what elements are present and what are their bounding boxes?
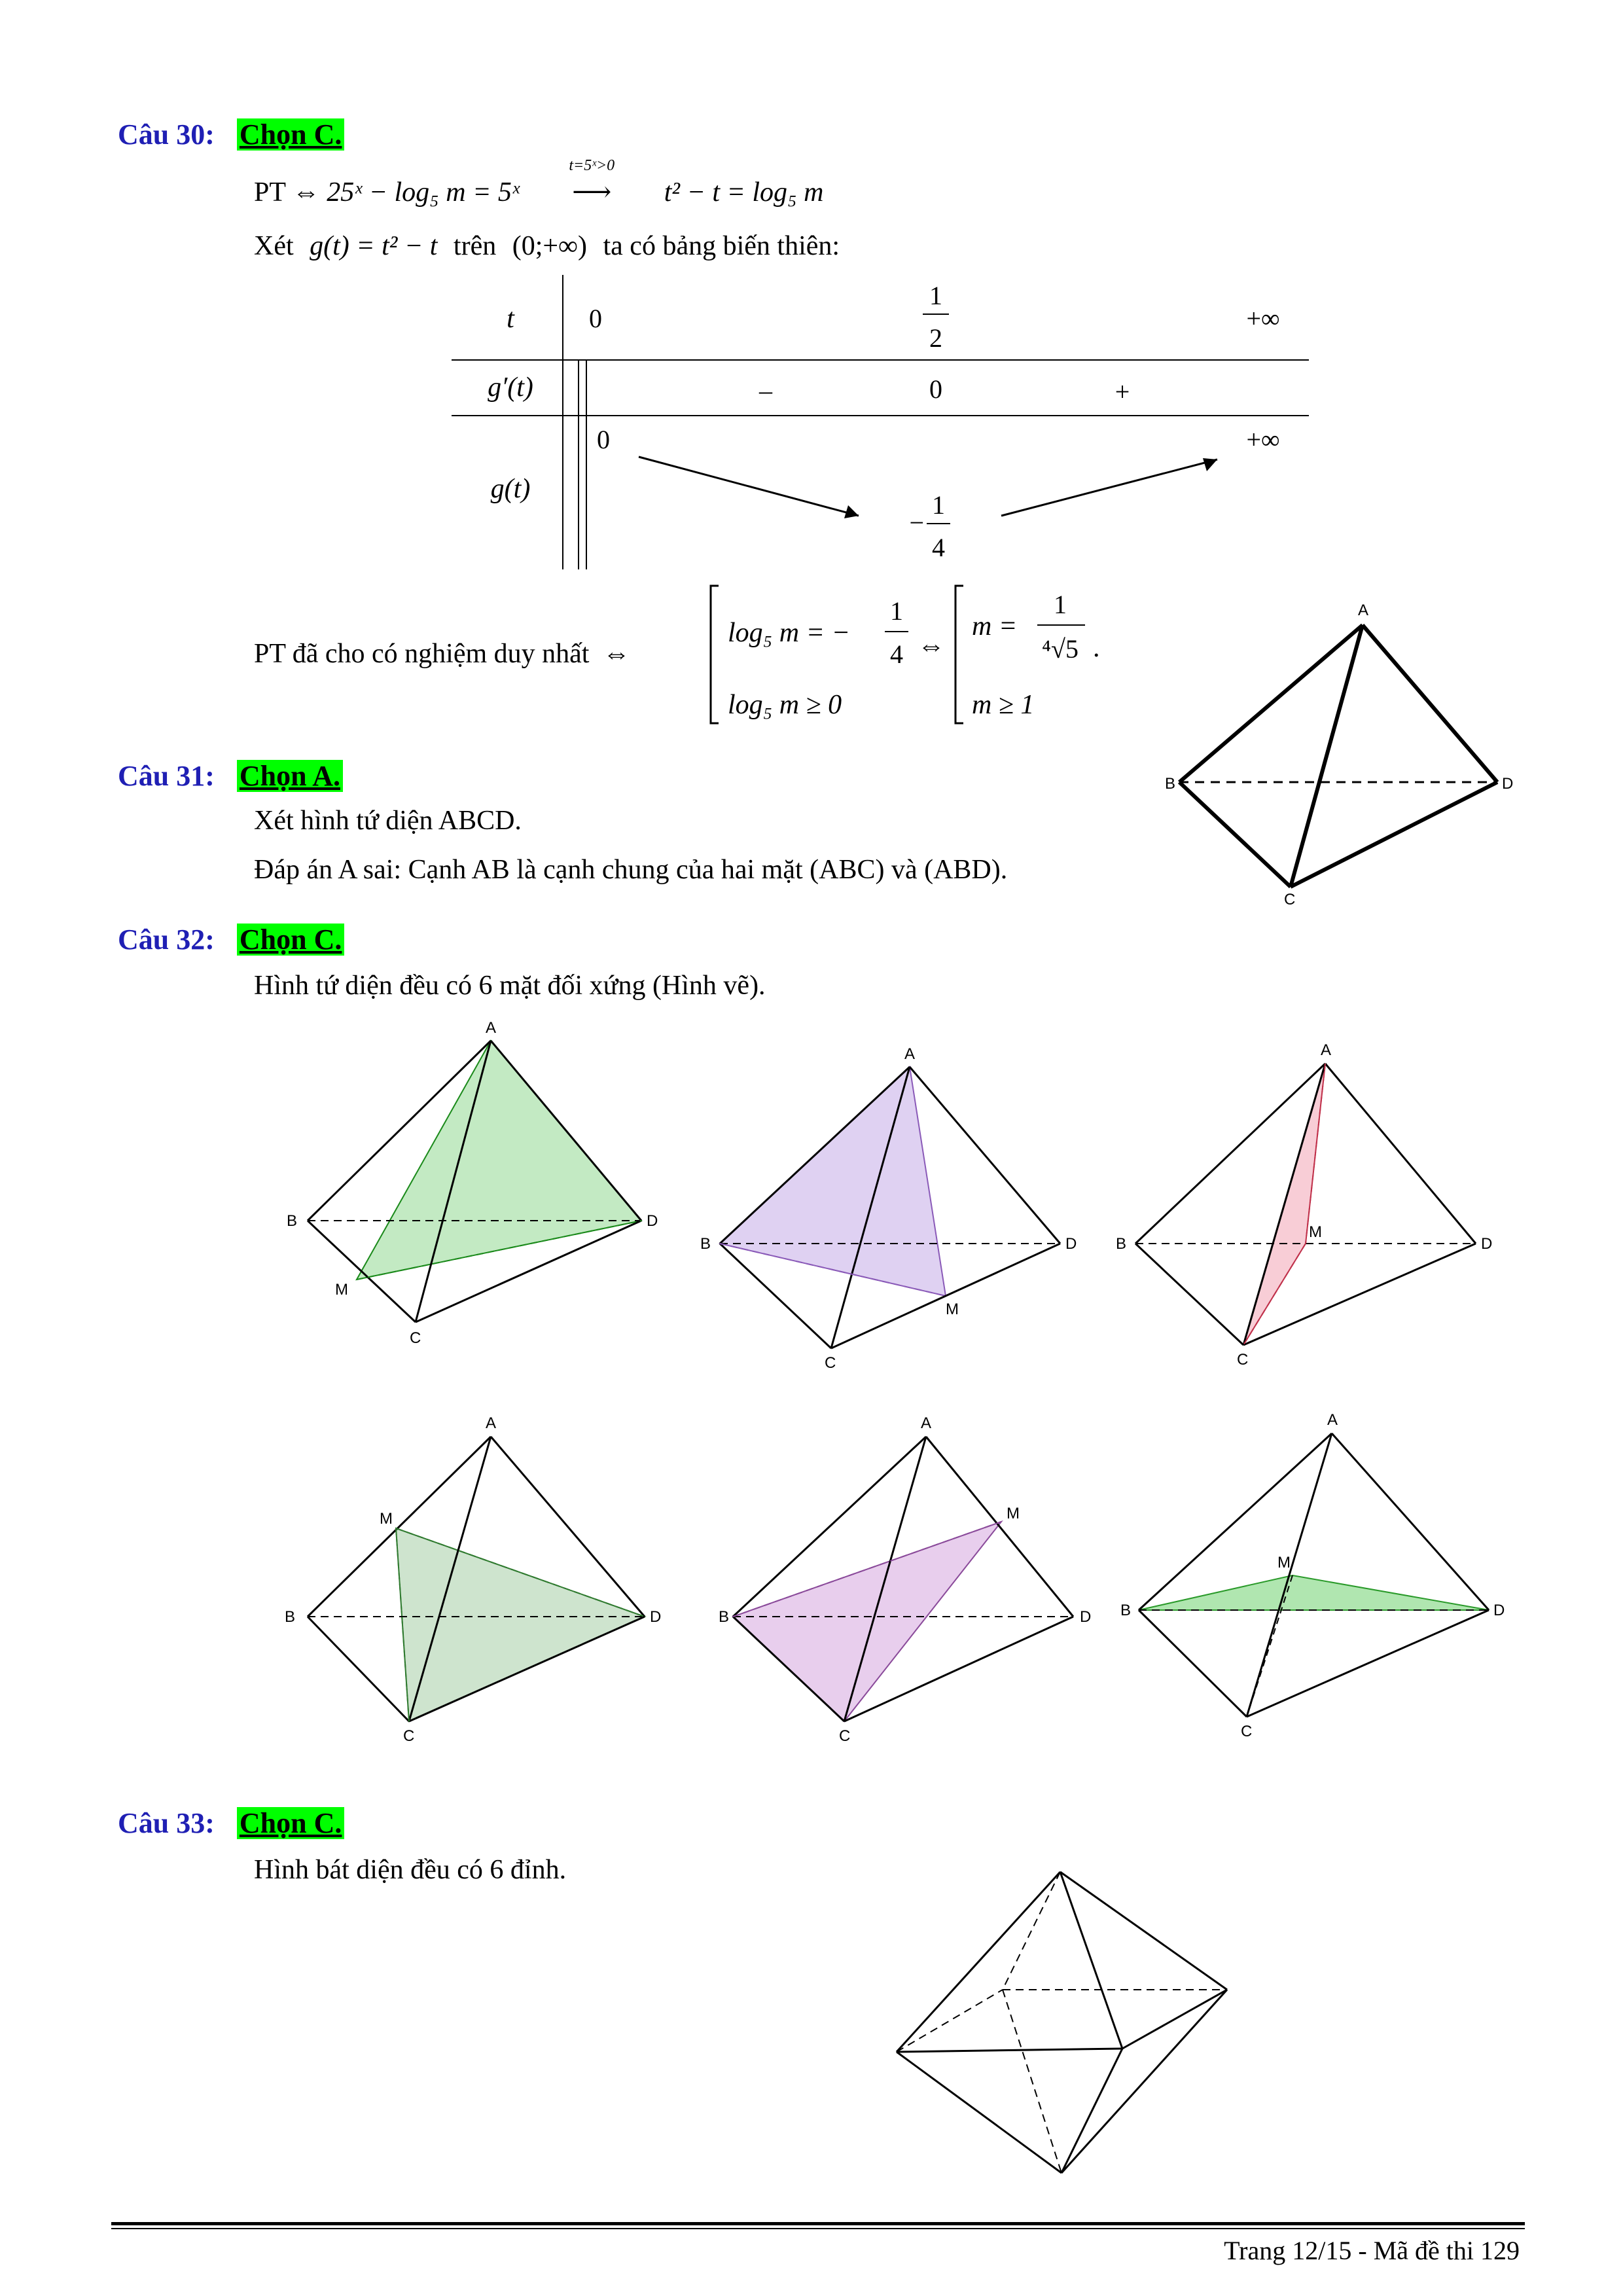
q31-vertex-d: D	[1502, 775, 1514, 793]
table-sign-neg: –	[759, 376, 772, 405]
q31-line2: Đáp án A sai: Cạnh AB là cạnh chung của hai mặt (ABC) và (ABD).	[254, 855, 1008, 885]
table-g-start: 0	[597, 425, 610, 454]
vertex-m-label: M	[380, 1510, 393, 1528]
table-g-end: +∞	[1246, 425, 1280, 454]
sys1-b: log₅ m ≥ 0	[728, 690, 842, 720]
q30-arrow-cond: t=5ˣ>0	[569, 157, 615, 174]
vertex-c-label: C	[839, 1727, 851, 1745]
sys-period: .	[1093, 633, 1100, 663]
arrow-up-icon	[1203, 458, 1217, 471]
equivalence-icon: ⇔	[602, 639, 630, 669]
vertex-d-label: D	[1080, 1608, 1092, 1626]
sys1-den: 4	[890, 639, 903, 669]
table-t-mid-den: 2	[929, 323, 942, 353]
q30-conclusion: PT đã cho có nghiệm duy nhất	[254, 639, 590, 669]
vertex-m-label: M	[335, 1281, 348, 1299]
q32-figure-1	[281, 1014, 674, 1348]
vertex-c-label: C	[410, 1329, 421, 1347]
sys2-a: m =	[972, 611, 1018, 641]
q30-line1-result: t² − t = log₅ m	[664, 177, 824, 207]
vertex-m-label: M	[946, 1300, 959, 1318]
q32-line1: Hình tứ diện đều có 6 mặt đối xứng (Hình vẽ).	[254, 971, 766, 1001]
q31-header	[118, 759, 343, 793]
q30-line2-a: Xét	[254, 231, 294, 261]
vertex-b-label: B	[1120, 1602, 1132, 1619]
q30-system	[707, 579, 1126, 730]
q32-answer: Chọn C.	[237, 924, 345, 956]
vertex-a-label: A	[921, 1414, 932, 1432]
vertex-a-label: A	[1321, 1041, 1332, 1059]
vertex-c-label: C	[1241, 1723, 1253, 1740]
arrow-down-icon	[844, 505, 859, 518]
vertex-d-label: D	[647, 1212, 658, 1230]
vertex-d-label: D	[1065, 1235, 1077, 1253]
table-t-end: +∞	[1246, 304, 1280, 333]
vertex-c-label: C	[825, 1354, 836, 1372]
q31-label: Câu 31:	[118, 760, 215, 792]
table-g-min-num: 1	[932, 490, 945, 520]
sys1-a: log₅ m = −	[728, 618, 850, 648]
q30-answer: Chọn C.	[237, 118, 345, 151]
q31-vertex-c: C	[1284, 891, 1296, 908]
q30-label: Câu 30:	[118, 118, 215, 151]
vertex-a-label: A	[1327, 1411, 1338, 1429]
vertex-c-label: C	[1237, 1351, 1249, 1369]
q31-tetrahedron-figure	[1165, 596, 1531, 910]
vertex-b-label: B	[287, 1212, 298, 1230]
vertex-b-label: B	[285, 1608, 296, 1626]
sys1-num: 1	[890, 596, 903, 626]
vertex-a-label: A	[904, 1045, 916, 1063]
sys2-den: ⁴√5	[1042, 634, 1079, 664]
q32-label: Câu 32:	[118, 924, 215, 956]
q30-line2-b: trên	[453, 231, 497, 261]
vertex-d-label: D	[1481, 1235, 1493, 1253]
q33-octahedron-figure	[883, 1859, 1250, 2186]
footer-rule-thin	[111, 2228, 1525, 2229]
table-row-t: t	[507, 304, 514, 334]
equivalence-icon: ⇔	[918, 631, 945, 661]
q32-figure-4	[281, 1407, 674, 1748]
q30-line2-c: ta có bảng biến thiên:	[603, 231, 840, 261]
variation-table	[452, 275, 1322, 576]
vertex-a-label: A	[486, 1414, 497, 1432]
table-t-start: 0	[589, 304, 602, 333]
sys2-b: m ≥ 1	[972, 690, 1035, 720]
vertex-d-label: D	[1493, 1602, 1505, 1619]
table-t-mid-num: 1	[929, 281, 942, 310]
vertex-m-label: M	[1007, 1505, 1020, 1522]
table-row-gp: g′(t)	[488, 372, 533, 403]
equivalence-icon: ⇔	[292, 177, 320, 207]
q32-figure-3	[1106, 1028, 1499, 1368]
q30-line2	[254, 230, 840, 262]
page-footer: Trang 12/15 - Mã đề thi 129	[1224, 2236, 1520, 2265]
vertex-b-label: B	[700, 1235, 711, 1253]
q30-line2-func: g(t) = t² − t	[310, 231, 438, 261]
footer-rule	[111, 2222, 1525, 2225]
table-row-g: g(t)	[490, 474, 531, 504]
table-g-min-sign: −	[909, 508, 924, 537]
q33-answer: Chọn C.	[237, 1807, 345, 1839]
q31-answer: Chọn A.	[237, 760, 343, 792]
q31-vertex-b: B	[1165, 775, 1176, 793]
table-sign-zero: 0	[929, 374, 942, 404]
implies-arrow: t=5ˣ>0 ⟶	[526, 175, 657, 208]
q32-figure-6	[1106, 1404, 1512, 1748]
vertex-b-label: B	[719, 1608, 730, 1626]
q33-label: Câu 33:	[118, 1807, 215, 1839]
q33-header	[118, 1806, 344, 1840]
q30-line1-expr: 25ˣ − log₅ m = 5ˣ	[327, 177, 520, 207]
sys2-num: 1	[1054, 590, 1067, 619]
vertex-d-label: D	[650, 1608, 662, 1626]
vertex-a-label: A	[486, 1019, 497, 1037]
q30-line2-interval: (0;+∞)	[512, 231, 587, 261]
q32-figure-2	[694, 1034, 1086, 1372]
q31-line1: Xét hình tứ diện ABCD.	[254, 806, 522, 836]
table-sign-pos: +	[1115, 377, 1130, 406]
vertex-b-label: B	[1116, 1235, 1127, 1253]
q32-figure-5	[694, 1407, 1092, 1748]
vertex-m-label: M	[1309, 1223, 1322, 1241]
q32-header	[118, 923, 344, 956]
q33-line1: Hình bát diện đều có 6 đỉnh.	[254, 1855, 567, 1885]
q30-header	[118, 118, 344, 151]
q31-vertex-a: A	[1358, 601, 1369, 619]
vertex-c-label: C	[403, 1727, 415, 1745]
table-g-min-den: 4	[932, 533, 945, 562]
q30-conclusion-text	[254, 638, 630, 670]
vertex-m-label: M	[1277, 1554, 1291, 1571]
q30-pt-prefix: PT	[254, 177, 286, 207]
q30-line1	[254, 157, 824, 208]
